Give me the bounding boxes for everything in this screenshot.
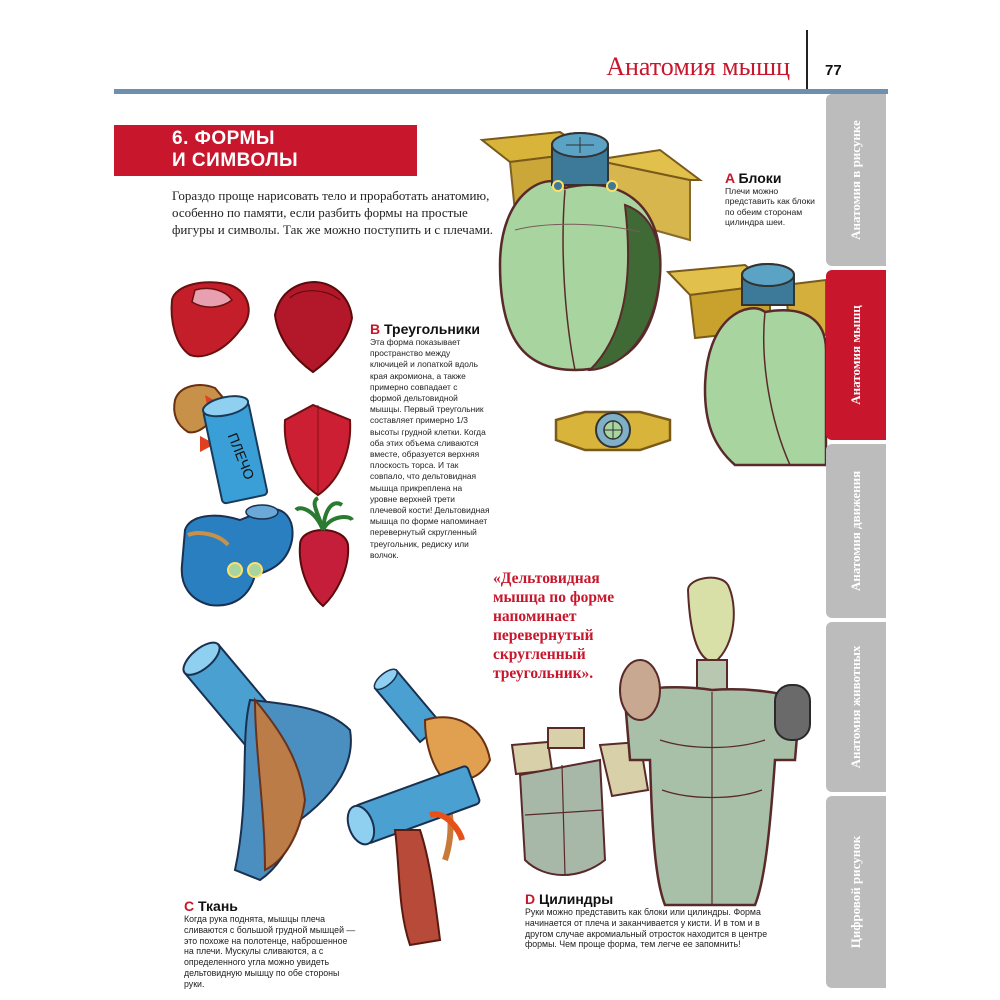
blocks-letter: A (725, 170, 735, 186)
triangles-heading (370, 321, 490, 337)
tab-anatomy-in-drawing[interactable] (826, 94, 886, 266)
triangles-illustrations (172, 282, 352, 606)
tab-muscle-anatomy[interactable] (826, 270, 886, 440)
cylinders-heading (525, 891, 785, 907)
tab-movement-anatomy[interactable] (826, 444, 886, 618)
triangles-text: Эта форма показывает пространство между ключицей и лопаткой вдоль края акромиона, а также примерно совпадает с формой дельтовидной мышцы. Первый треугольник составляет примерно 1/3 высоты грудной клетки. Когда оба этих объема сливаются вместе, образуется верхняя плоскость торса. И так совпало, что дельтовидная мышца прикреплена на уровне верхней трети плечевой кости! Дельтовидная мышца по форме напоминает перевернутый скругленный треугольник, редиску или волчок. (370, 337, 490, 560)
blocks-illustration-2 (668, 264, 826, 465)
triangles-title: Треугольники (384, 321, 480, 337)
cylinders-text: Руки можно представить как блоки или цилиндры. Форма начинается от плеча и заканчивается у кисти. И в том и в другом случае акромиальный отросток находится в центре формы. Чем проще форма, тем легче ее запомнить! (525, 907, 768, 950)
blocks-caption (725, 170, 825, 228)
cylinders-caption (525, 891, 785, 950)
blocks-illustration-1 (482, 132, 700, 370)
cloth-letter: C (184, 898, 195, 914)
tab-label: Анатомия животных (848, 645, 863, 769)
cloth-heading (184, 898, 359, 914)
chapter-tabs (826, 94, 888, 1000)
pull-quote: «Дельтовидная мышца по форме напоминает перевернутый скругленный треугольник». (493, 570, 615, 682)
tab-label: Анатомия в рисунке (848, 120, 863, 240)
triangles-letter: B (370, 321, 381, 337)
blocks-title: Блоки (738, 170, 782, 186)
cloth-text: Когда рука поднята, мышцы плеча сливаются с большой грудной мышцей — это похоже на полотенце, наброшенное на плечи. Мускулы сливаются, а с определенного угла можно увидеть дельтовидную мышцу по обе стороны руки. (184, 914, 356, 989)
cylinders-title: Цилиндры (539, 891, 614, 907)
page-number: 77 (825, 62, 842, 79)
cloth-title: Ткань (198, 898, 238, 914)
cylinder-label: ПЛЕЧО (224, 430, 258, 482)
cylinders-letter: D (525, 891, 536, 907)
blocks-text: Плечи можно представить как блоки по обеим сторонам цилиндра шеи. (725, 186, 815, 228)
section-title: 6. ФОРМЫ И СИМВОЛЫ (172, 128, 299, 171)
tab-digital-drawing[interactable] (826, 796, 886, 988)
triangles-caption (370, 321, 490, 561)
blocks-top-view (556, 412, 670, 450)
tab-label: Анатомия мышц (848, 305, 863, 405)
cloth-caption (184, 898, 359, 990)
tab-animal-anatomy[interactable] (826, 622, 886, 792)
tab-label: Цифровой рисунок (848, 835, 863, 949)
running-header-title: Анатомия мышц (606, 52, 790, 81)
intro-paragraph: Гораздо проще нарисовать тело и проработать анатомию, особенно по памяти, если разбить формы на простые фигуры и символы. Так же можно поступить и с плечами. (172, 188, 494, 237)
tab-label: Анатомия движения (848, 470, 863, 592)
blocks-heading (725, 170, 825, 186)
